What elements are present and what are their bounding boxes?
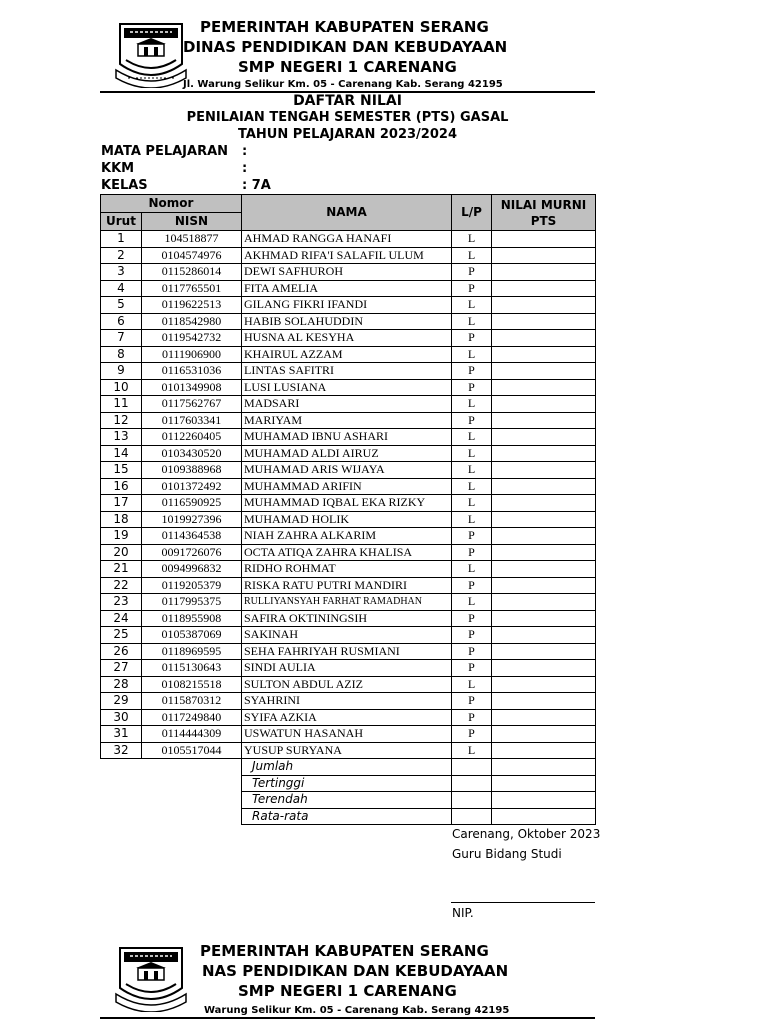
student-score-cell[interactable] <box>492 363 596 380</box>
student-nisn: 0117562767 <box>142 396 242 413</box>
student-score-cell[interactable] <box>492 693 596 710</box>
doc-title: DAFTAR NILAI <box>293 93 402 109</box>
signature-place-date: Carenang, Oktober 2023 <box>452 827 601 841</box>
student-score-cell[interactable] <box>492 231 596 248</box>
student-score-cell[interactable] <box>492 264 596 281</box>
student-score-cell[interactable] <box>492 511 596 528</box>
table-row <box>101 495 596 512</box>
student-number: 30 <box>101 709 142 726</box>
student-nisn: 0119205379 <box>142 577 242 594</box>
student-name: FITA AMELIA <box>242 280 452 297</box>
student-gender: P <box>452 660 492 677</box>
summary-value-cell[interactable] <box>492 792 596 809</box>
student-gender: L <box>452 742 492 759</box>
header-nisn: NISN <box>142 213 242 231</box>
student-nisn: 0094996832 <box>142 561 242 578</box>
student-score-cell[interactable] <box>492 396 596 413</box>
student-number: 15 <box>101 462 142 479</box>
student-number: 7 <box>101 330 142 347</box>
student-number: 6 <box>101 313 142 330</box>
student-name: LINTAS SAFITRI <box>242 363 452 380</box>
table-row <box>101 676 596 693</box>
table-row <box>101 379 596 396</box>
meta-label-mapel: MATA PELAJARAN <box>101 144 229 159</box>
student-number: 11 <box>101 396 142 413</box>
student-score-cell[interactable] <box>492 462 596 479</box>
header-lp: L/P <box>452 195 492 231</box>
signature-nip: NIP. <box>452 906 474 920</box>
student-score-cell[interactable] <box>492 544 596 561</box>
student-nisn: 0114444309 <box>142 726 242 743</box>
student-score-cell[interactable] <box>492 379 596 396</box>
student-score-cell[interactable] <box>492 412 596 429</box>
student-number: 3 <box>101 264 142 281</box>
student-score-cell[interactable] <box>492 247 596 264</box>
table-row <box>101 330 596 347</box>
table-row <box>101 528 596 545</box>
student-nisn: 0109388968 <box>142 462 242 479</box>
student-nisn: 0104574976 <box>142 247 242 264</box>
student-name: MARIYAM <box>242 412 452 429</box>
student-name: SYAHRINI <box>242 693 452 710</box>
student-number: 21 <box>101 561 142 578</box>
student-score-cell[interactable] <box>492 643 596 660</box>
summary-spacer <box>101 792 242 809</box>
student-name: LUSI LUSIANA <box>242 379 452 396</box>
student-gender: L <box>452 495 492 512</box>
student-name: NIAH ZAHRA ALKARIM <box>242 528 452 545</box>
student-name: HUSNA AL KESYHA <box>242 330 452 347</box>
doc-year: TAHUN PELAJARAN 2023/2024 <box>237 127 457 142</box>
student-nisn: 0119542732 <box>142 330 242 347</box>
student-name: GILANG FIKRI IFANDI <box>242 297 452 314</box>
student-name: SYIFA AZKIA <box>242 709 452 726</box>
student-number: 22 <box>101 577 142 594</box>
summary-label: Tertinggi <box>242 775 452 792</box>
student-name: SAFIRA OKTININGSIH <box>242 610 452 627</box>
student-score-cell[interactable] <box>492 495 596 512</box>
student-gender: L <box>452 429 492 446</box>
student-name: YUSUP SURYANA <box>242 742 452 759</box>
meta-label-kkm: KKM <box>101 161 135 176</box>
student-nisn: 0111906900 <box>142 346 242 363</box>
student-name: AHMAD RANGGA HANAFI <box>242 231 452 248</box>
summary-spacer <box>101 808 242 825</box>
student-name: DEWI SAFHUROH <box>242 264 452 281</box>
table-row <box>101 462 596 479</box>
student-nisn: 0116531036 <box>142 363 242 380</box>
student-nisn: 0117249840 <box>142 709 242 726</box>
student-gender: P <box>452 610 492 627</box>
kop2-line-3: SMP NEGERI 1 CARENANG <box>238 982 457 1000</box>
student-nisn: 0091726076 <box>142 544 242 561</box>
student-gender: L <box>452 247 492 264</box>
student-name: SEHA FAHRIYAH RUSMIANI <box>242 643 452 660</box>
student-nisn: 0115286014 <box>142 264 242 281</box>
student-name: RISKA RATU PUTRI MANDIRI <box>242 577 452 594</box>
student-score-cell[interactable] <box>492 660 596 677</box>
student-gender: L <box>452 478 492 495</box>
kop-line-1: PEMERINTAH KABUPATEN SERANG <box>200 18 489 36</box>
student-nisn: 0112260405 <box>142 429 242 446</box>
student-score-cell[interactable] <box>492 297 596 314</box>
student-score-cell[interactable] <box>492 676 596 693</box>
table-row <box>101 511 596 528</box>
student-nisn: 0103430520 <box>142 445 242 462</box>
student-number: 1 <box>101 231 142 248</box>
student-gender: P <box>452 544 492 561</box>
table-row <box>101 594 596 611</box>
student-number: 25 <box>101 627 142 644</box>
student-name: MUHAMMAD ARIFIN <box>242 478 452 495</box>
student-number: 9 <box>101 363 142 380</box>
doc-subtitle: PENILAIAN TENGAH SEMESTER (PTS) GASAL <box>186 110 509 125</box>
student-name: RIDHO ROHMAT <box>242 561 452 578</box>
student-name: MUHAMMAD IQBAL EKA RIZKY <box>242 495 452 512</box>
student-nisn: 0118955908 <box>142 610 242 627</box>
table-row <box>101 478 596 495</box>
student-nisn: 104518877 <box>142 231 242 248</box>
meta-value-kkm: : <box>242 161 248 176</box>
header-nama: NAMA <box>242 195 452 231</box>
student-score-cell[interactable] <box>492 330 596 347</box>
student-gender: P <box>452 693 492 710</box>
student-score-cell[interactable] <box>492 627 596 644</box>
student-gender: L <box>452 297 492 314</box>
student-nisn: 0119622513 <box>142 297 242 314</box>
kop-line-3: SMP NEGERI 1 CARENANG <box>238 58 457 76</box>
kop-address: Jl. Warung Selikur Km. 05 - Carenang Kab. Serang 42195 <box>183 79 503 90</box>
student-nisn: 1019927396 <box>142 511 242 528</box>
student-score-cell[interactable] <box>492 280 596 297</box>
student-number: 26 <box>101 643 142 660</box>
student-name: SINDI AULIA <box>242 660 452 677</box>
student-score-cell[interactable] <box>492 561 596 578</box>
table-row <box>101 742 596 759</box>
kop-line-2: DINAS PENDIDIKAN DAN KEBUDAYAAN <box>183 38 508 56</box>
kop2-line-1: PEMERINTAH KABUPATEN SERANG <box>200 942 489 960</box>
summary-lp-cell <box>452 759 492 776</box>
header-urut: Urut <box>101 213 142 231</box>
student-score-cell[interactable] <box>492 445 596 462</box>
student-nisn: 0105387069 <box>142 627 242 644</box>
student-gender: L <box>452 346 492 363</box>
kop2-line-2: NAS PENDIDIKAN DAN KEBUDAYAAN <box>202 962 509 980</box>
student-name: MADSARI <box>242 396 452 413</box>
summary-row <box>101 808 596 825</box>
table-row <box>101 544 596 561</box>
student-number: 29 <box>101 693 142 710</box>
header-nilai: NILAI MURNI PTS <box>492 195 596 231</box>
table-row <box>101 643 596 660</box>
student-nisn: 0101349908 <box>142 379 242 396</box>
table-row <box>101 726 596 743</box>
student-gender: P <box>452 627 492 644</box>
student-name: MUHAMAD ARIS WIJAYA <box>242 462 452 479</box>
student-nisn: 0117765501 <box>142 280 242 297</box>
student-nisn: 0118542980 <box>142 313 242 330</box>
student-gender: P <box>452 528 492 545</box>
student-number: 28 <box>101 676 142 693</box>
kop2-address: Warung Selikur Km. 05 - Carenang Kab. Serang 42195 <box>204 1005 510 1016</box>
summary-label: Jumlah <box>242 759 452 776</box>
student-number: 4 <box>101 280 142 297</box>
student-nisn: 0115870312 <box>142 693 242 710</box>
student-number: 27 <box>101 660 142 677</box>
student-nisn: 0117995375 <box>142 594 242 611</box>
student-gender: P <box>452 379 492 396</box>
student-number: 17 <box>101 495 142 512</box>
student-nisn: 0117603341 <box>142 412 242 429</box>
summary-row <box>101 759 596 776</box>
student-gender: L <box>452 445 492 462</box>
summary-lp-cell <box>452 808 492 825</box>
student-gender: P <box>452 577 492 594</box>
student-gender: L <box>452 594 492 611</box>
student-name: AKHMAD RIFA'I SALAFIL ULUM <box>242 247 452 264</box>
serang-regency-logo <box>114 944 188 1012</box>
student-gender: P <box>452 726 492 743</box>
student-number: 20 <box>101 544 142 561</box>
student-gender: P <box>452 363 492 380</box>
student-number: 23 <box>101 594 142 611</box>
student-number: 19 <box>101 528 142 545</box>
student-number: 12 <box>101 412 142 429</box>
student-number: 13 <box>101 429 142 446</box>
table-row <box>101 231 596 248</box>
table-row <box>101 313 596 330</box>
student-score-cell[interactable] <box>492 726 596 743</box>
student-gender: P <box>452 709 492 726</box>
student-number: 16 <box>101 478 142 495</box>
student-nisn: 0116590925 <box>142 495 242 512</box>
student-name: USWATUN HASANAH <box>242 726 452 743</box>
student-score-cell[interactable] <box>492 313 596 330</box>
summary-value-cell[interactable] <box>492 759 596 776</box>
student-nisn: 0115130643 <box>142 660 242 677</box>
student-gender: L <box>452 396 492 413</box>
meta-label-kelas: KELAS <box>101 178 148 193</box>
table-row <box>101 297 596 314</box>
student-gender: L <box>452 561 492 578</box>
serang-regency-logo <box>114 20 188 88</box>
summary-row <box>101 792 596 809</box>
table-row <box>101 445 596 462</box>
summary-label: Terendah <box>242 792 452 809</box>
student-score-cell[interactable] <box>492 429 596 446</box>
table-row <box>101 247 596 264</box>
table-row <box>101 429 596 446</box>
student-gender: P <box>452 280 492 297</box>
student-number: 31 <box>101 726 142 743</box>
table-row <box>101 627 596 644</box>
student-name: MUHAMAD ALDI AIRUZ <box>242 445 452 462</box>
student-nisn: 0114364538 <box>142 528 242 545</box>
student-nisn: 0101372492 <box>142 478 242 495</box>
signature-line <box>451 902 595 903</box>
student-score-cell[interactable] <box>492 528 596 545</box>
student-gender: L <box>452 676 492 693</box>
meta-value-mapel: : <box>242 144 248 159</box>
student-nisn: 0118969595 <box>142 643 242 660</box>
header-nomor: Nomor <box>101 195 242 213</box>
table-row <box>101 346 596 363</box>
table-row <box>101 660 596 677</box>
table-row <box>101 264 596 281</box>
table-row <box>101 693 596 710</box>
table-row <box>101 561 596 578</box>
student-gender: P <box>452 412 492 429</box>
table-row <box>101 363 596 380</box>
summary-spacer <box>101 759 242 776</box>
table-row <box>101 280 596 297</box>
student-name: HABIB SOLAHUDDIN <box>242 313 452 330</box>
table-row <box>101 412 596 429</box>
student-number: 2 <box>101 247 142 264</box>
student-score-cell[interactable] <box>492 577 596 594</box>
student-name: SAKINAH <box>242 627 452 644</box>
table-row <box>101 610 596 627</box>
student-gender: L <box>452 313 492 330</box>
summary-value-cell[interactable] <box>492 808 596 825</box>
kop2-divider <box>100 1017 595 1019</box>
summary-lp-cell <box>452 775 492 792</box>
student-number: 10 <box>101 379 142 396</box>
student-gender: L <box>452 462 492 479</box>
student-score-cell[interactable] <box>492 709 596 726</box>
summary-value-cell[interactable] <box>492 775 596 792</box>
meta-value-kelas: : 7A <box>242 178 271 193</box>
summary-label: Rata-rata <box>242 808 452 825</box>
student-gender: P <box>452 643 492 660</box>
student-score-cell[interactable] <box>492 610 596 627</box>
student-gender: L <box>452 231 492 248</box>
grade-table <box>100 194 596 825</box>
student-name: RULLIYANSYAH FARHAT RAMADHAN <box>242 594 452 611</box>
student-number: 32 <box>101 742 142 759</box>
student-number: 14 <box>101 445 142 462</box>
student-gender: L <box>452 511 492 528</box>
student-name: KHAIRUL AZZAM <box>242 346 452 363</box>
student-nisn: 0108215518 <box>142 676 242 693</box>
summary-spacer <box>101 775 242 792</box>
summary-lp-cell <box>452 792 492 809</box>
student-score-cell[interactable] <box>492 742 596 759</box>
table-row <box>101 396 596 413</box>
student-score-cell[interactable] <box>492 346 596 363</box>
student-nisn: 0105517044 <box>142 742 242 759</box>
table-row <box>101 577 596 594</box>
student-gender: P <box>452 330 492 347</box>
student-number: 8 <box>101 346 142 363</box>
summary-row <box>101 775 596 792</box>
student-name: MUHAMAD HOLIK <box>242 511 452 528</box>
student-name: SULTON ABDUL AZIZ <box>242 676 452 693</box>
student-number: 5 <box>101 297 142 314</box>
student-score-cell[interactable] <box>492 478 596 495</box>
student-name: OCTA ATIQA ZAHRA KHALISA <box>242 544 452 561</box>
student-score-cell[interactable] <box>492 594 596 611</box>
student-number: 18 <box>101 511 142 528</box>
student-gender: P <box>452 264 492 281</box>
signature-role: Guru Bidang Studi <box>452 847 562 861</box>
table-row <box>101 709 596 726</box>
student-number: 24 <box>101 610 142 627</box>
student-name: MUHAMAD IBNU ASHARI <box>242 429 452 446</box>
